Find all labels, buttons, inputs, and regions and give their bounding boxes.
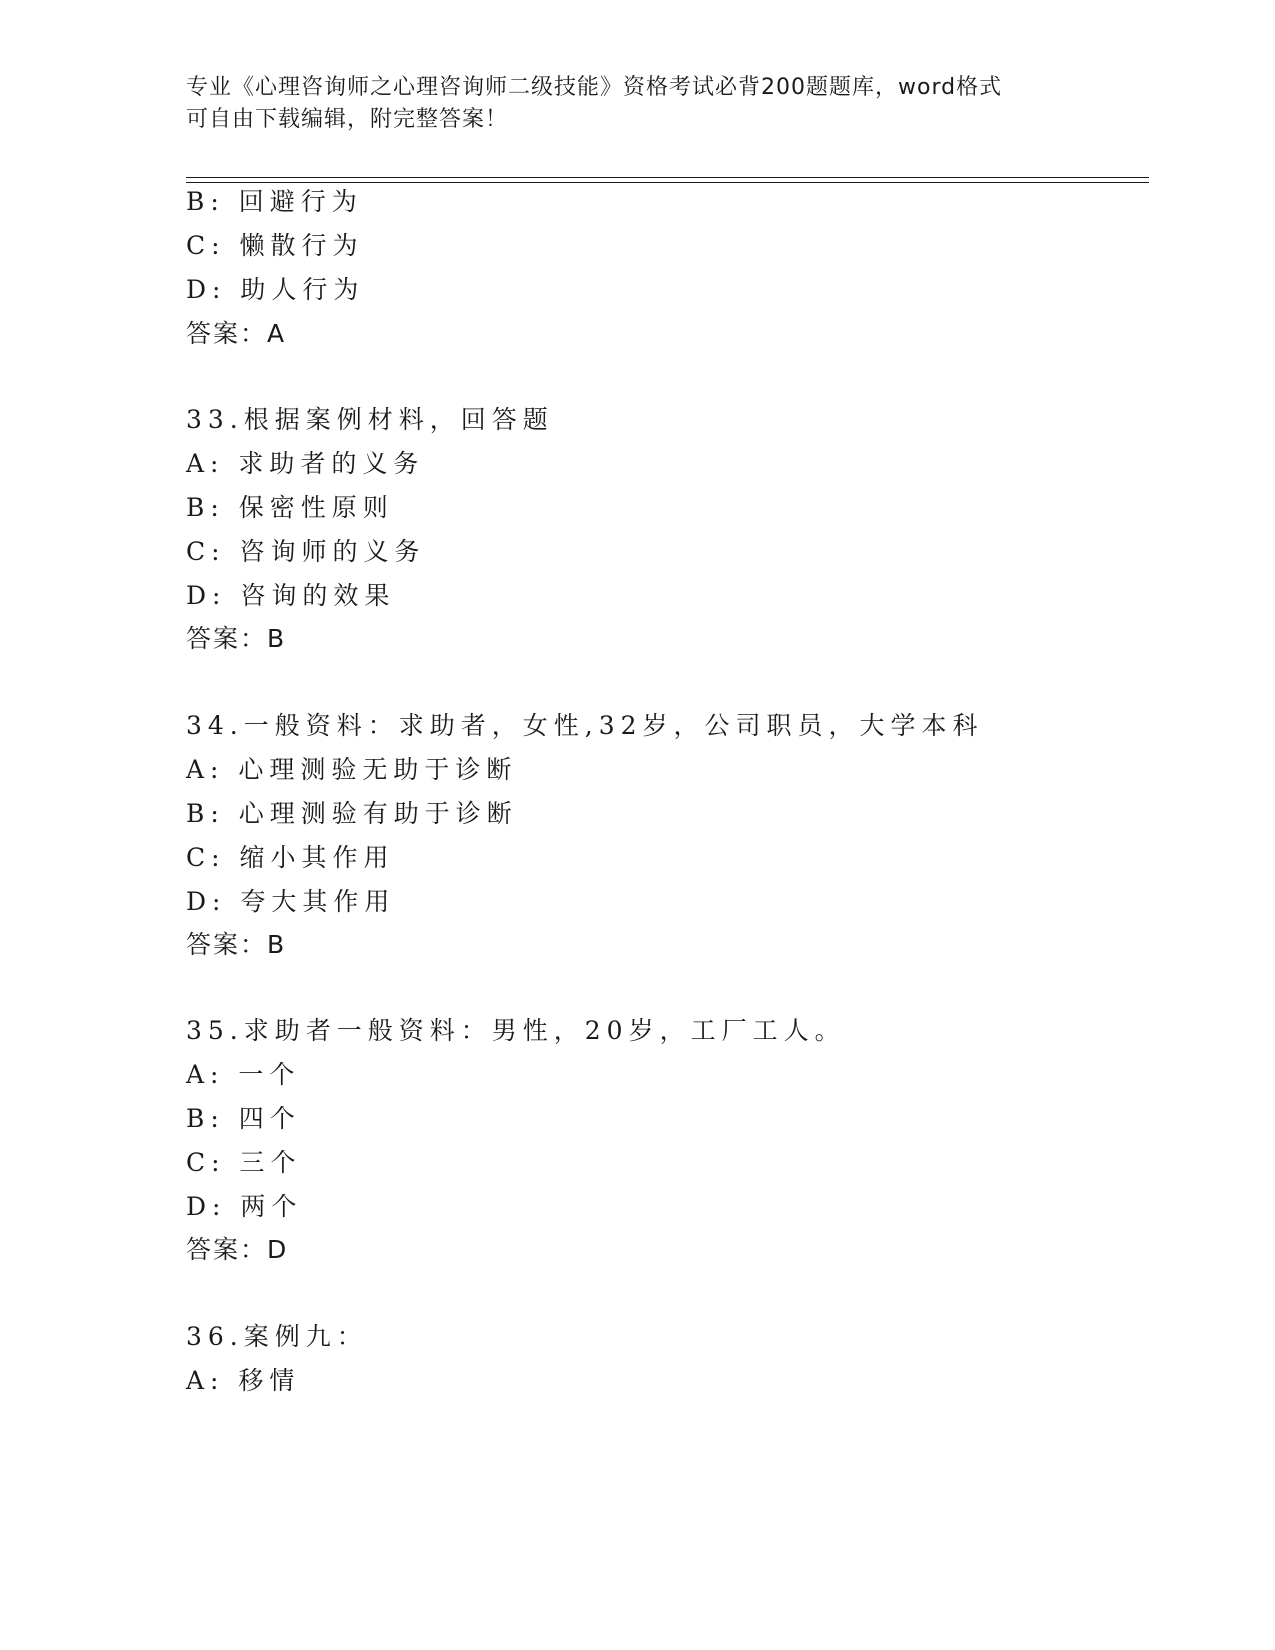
answer-line: 答案：B <box>186 930 287 959</box>
answer-line: 答案：B <box>186 624 287 653</box>
option-a: A: 心理测验无助于诊断 <box>186 755 518 784</box>
option-b: B: 回避行为 <box>186 187 363 216</box>
option-d: D: 夸大其作用 <box>186 887 396 916</box>
option-c: C: 懒散行为 <box>186 231 364 260</box>
answer-line: 答案：D <box>186 1235 289 1264</box>
option-d: D: 助人行为 <box>186 275 365 304</box>
option-b: B: 四个 <box>186 1104 301 1133</box>
question-stem: 34.一般资料：求助者，女性,32岁，公司职员，大学本科 <box>186 711 984 740</box>
option-a: A: 一个 <box>186 1060 301 1089</box>
option-a: A: 求助者的义务 <box>186 449 425 478</box>
question-stem: 35.求助者一般资料：男性，20岁，工厂工人。 <box>186 1016 846 1045</box>
option-c: C: 缩小其作用 <box>186 843 395 872</box>
option-c: C: 咨询师的义务 <box>186 537 426 566</box>
header-divider-bottom <box>186 182 1149 183</box>
option-c: C: 三个 <box>186 1148 302 1177</box>
answer-line: 答案：A <box>186 319 287 348</box>
question-stem: 33.根据案例材料，回答题 <box>186 405 554 434</box>
option-d: D: 两个 <box>186 1192 303 1221</box>
question-stem: 36.案例九： <box>186 1322 368 1351</box>
header-divider-top <box>186 177 1149 178</box>
option-d: D: 咨询的效果 <box>186 581 396 610</box>
option-b: B: 保密性原则 <box>186 493 394 522</box>
option-b: B: 心理测验有助于诊断 <box>186 799 518 828</box>
option-a: A: 移情 <box>186 1366 301 1395</box>
header-line-2: 可自由下载编辑，附完整答案！ <box>186 107 509 132</box>
document-header <box>186 72 1086 136</box>
header-line-1: 专业《心理咨询师之心理咨询师二级技能》资格考试必背200题题库，word格式 <box>186 75 1003 100</box>
